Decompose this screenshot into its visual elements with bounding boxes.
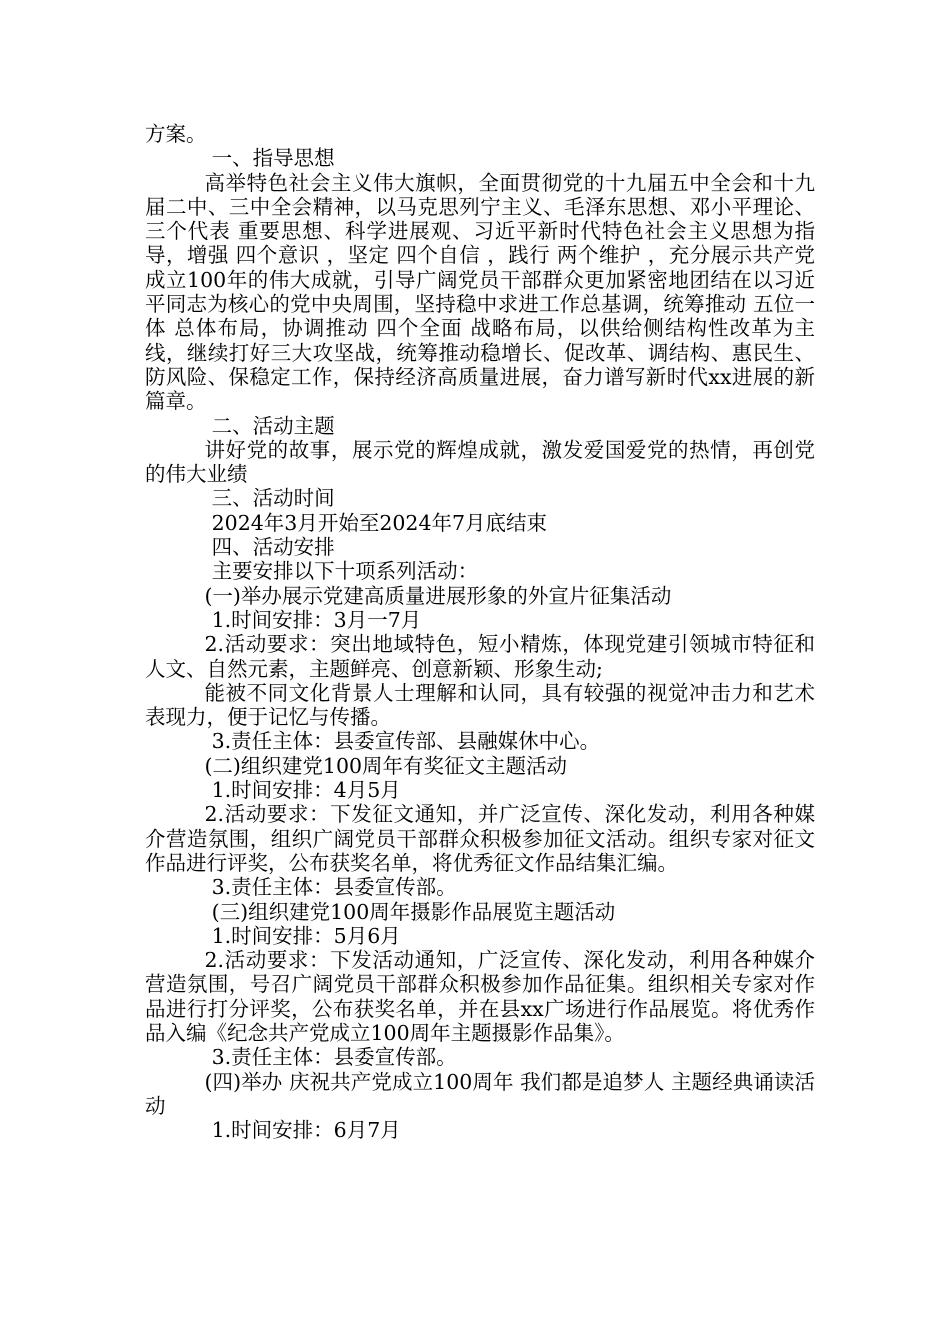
activity-1-requirements: 2.活动要求：突出地域特色，短小精炼，体现党建引领城市特征和人文、自然元素，主题鲜亮、创意新颖、形象生动; <box>145 632 815 681</box>
activity-1-title: (一)举办展示党建高质量进展形象的外宣片征集活动 <box>204 583 672 608</box>
activity-2-responsible: 3.责任主体：县委宣传部。 <box>211 875 457 900</box>
activity-1-time: 1.时间安排：3月一7月 <box>211 607 422 632</box>
activity-1-requirements-cont: 能被不同文化背景人士理解和认同，具有较强的视觉冲击力和艺术表现力，便于记忆与传播。 <box>145 680 815 730</box>
paragraph-guiding-thought: 高举特色社会主义伟大旗帜，全面贯彻党的十九届五中全会和十九届二中、三中全会精神，以马克思列宁主义、毛泽东思想、邓小平理论、 三个代表 重要思想、科学进展观、习近平新时代特色社会主义思想为指导，增强 四个意识 ，坚定 四个自信 ，践行 两个维护 ，充分展示共产党成立100年的伟大成就，引导广阔党员干部群众更加紧密地团结在以习近平同志为核心的党中央周围，坚持稳中求进工作总基调，统筹推动 五位一体 总体布局，协调推动 四个全面 战略布局，以供给侧结构性改革为主线，继续打好三大攻坚战，统筹推动稳增长、促改革、调结构、惠民生、防风险、保稳定工作，保持经济高质量进展，奋力谱写新时代xx进展的新篇章。 <box>145 170 815 414</box>
section-heading-time: 三、活动时间 <box>211 486 335 511</box>
paragraph-theme: 讲好党的故事，展示党的辉煌成就，激发爱国爱党的热情，再创党的伟大业绩 <box>145 437 815 487</box>
paragraph-time: 2024年3月开始至2024年7月底结束 <box>211 510 548 535</box>
activity-3-time: 1.时间安排：5月6月 <box>211 923 401 948</box>
activity-3-requirements: 2.活动要求：下发活动通知，广泛宣传、深化发动，利用各种媒介营造氛围，号召广阔党员干部群众积极参加作品征集。组织相关专家对作品进行打分评奖，公布获奖名单，并在县xx广场进行作品展览。将优秀作品入编《纪念共产党成立100周年主题摄影作品集》。 <box>145 948 815 1045</box>
activity-3-responsible: 3.责任主体：县委宣传部。 <box>211 1045 457 1070</box>
paragraph-intro-tail: 方案。 <box>145 122 207 146</box>
document-body <box>145 122 815 1142</box>
activity-2-title: (二)组织建党100周年有奖征文主题活动 <box>204 753 568 778</box>
activity-2-time: 1.时间安排：4月5月 <box>211 778 401 803</box>
paragraph-arrangement-intro: 主要安排以下十项系列活动： <box>211 559 479 584</box>
activity-4-time: 1.时间安排：6月7月 <box>211 1118 401 1143</box>
section-heading-theme: 二、活动主题 <box>211 413 335 438</box>
section-heading-arrangement: 四、活动安排 <box>211 535 335 560</box>
activity-1-responsible: 3.责任主体：县委宣传部、县融媒休中心。 <box>211 729 601 754</box>
activity-2-requirements: 2.活动要求：下发征文通知，并广泛宣传、深化发动，利用各种媒介营造氛围，组织广阔党员干部群众积极参加征文活动。组织专家对征文作品进行评奖，公布获奖名单，将优秀征文作品结集汇编。 <box>145 802 815 875</box>
section-heading-guiding-thought: 一、指导思想 <box>211 146 335 171</box>
activity-4-title: (四)举办 庆祝共产党成立100周年 我们都是追梦人 主题经典诵读活动 <box>145 1069 815 1118</box>
activity-3-title: (三)组织建党100周年摄影作品展览主题活动 <box>211 899 616 924</box>
